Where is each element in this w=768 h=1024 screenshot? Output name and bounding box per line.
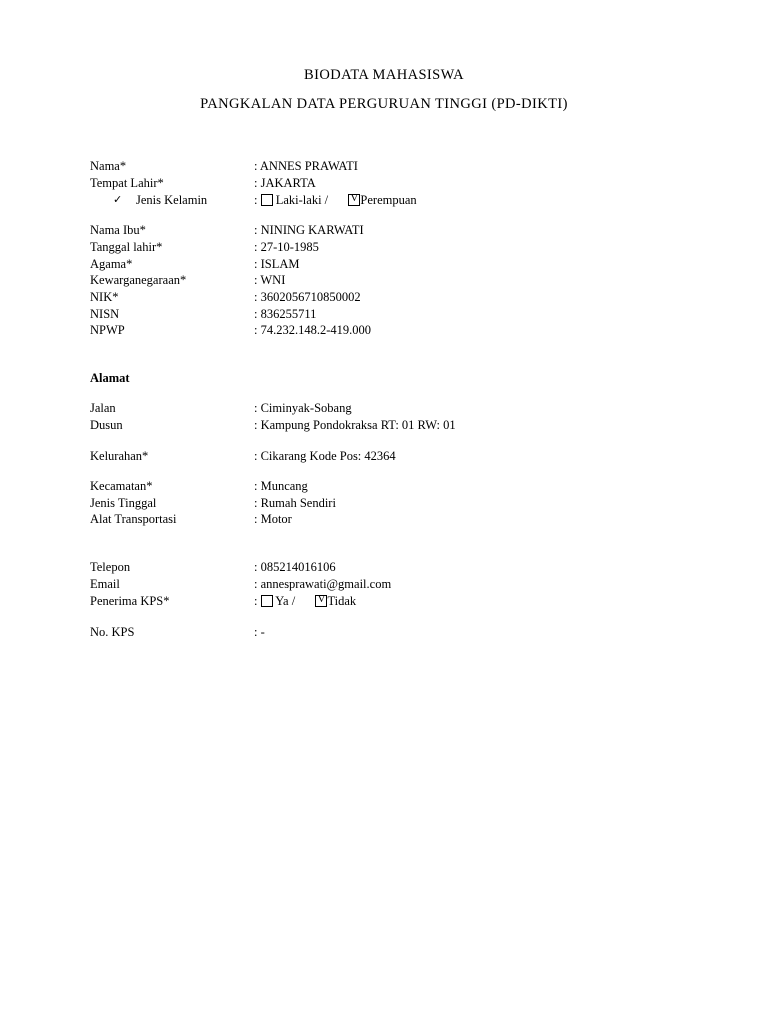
dusun-value: : Kampung Pondokraksa RT: 01 RW: 01 [254, 418, 456, 432]
option-laki-laki-label: Laki-laki / [275, 193, 329, 207]
no-kps-label: No. KPS [90, 625, 135, 639]
transportasi-value: : Motor [254, 512, 292, 526]
alamat-heading: Alamat [90, 371, 130, 385]
jalan-value: : Ciminyak-Sobang [254, 401, 352, 415]
option-ya-label: Ya / [275, 594, 296, 608]
kps-colon: : [254, 594, 258, 608]
document-subtitle: PANGKALAN DATA PERGURUAN TINGGI (PD-DIKTI) [200, 96, 568, 112]
penerima-kps-options [254, 593, 356, 609]
kewarganegaraan-label: Kewarganegaraan* [90, 273, 187, 287]
no-kps-value: : - [254, 625, 265, 639]
agama-label: Agama* [90, 257, 133, 271]
nama-value: : ANNES PRAWATI [254, 159, 358, 173]
nisn-value: : 836255711 [254, 307, 317, 321]
jenis-kelamin-label: Jenis Kelamin [136, 193, 208, 207]
dusun-label: Dusun [90, 418, 123, 432]
checkbox-perempuan[interactable] [348, 194, 360, 206]
jenis-tinggal-label: Jenis Tinggal [90, 496, 157, 510]
nama-ibu-label: Nama Ibu* [90, 223, 146, 237]
penerima-kps-label: Penerima KPS* [90, 594, 170, 608]
jenis-kelamin-options [254, 192, 417, 208]
jenis-tinggal-value: : Rumah Sendiri [254, 496, 336, 510]
kelurahan-label: Kelurahan* [90, 449, 149, 463]
kecamatan-label: Kecamatan* [90, 479, 153, 493]
telepon-label: Telepon [90, 560, 131, 574]
email-label: Email [90, 577, 120, 591]
kelurahan-value: : Cikarang Kode Pos: 42364 [254, 449, 396, 463]
telepon-value: : 085214016106 [254, 560, 336, 574]
tanggal-lahir-label: Tanggal lahir* [90, 240, 163, 254]
nik-value: : 3602056710850002 [254, 290, 361, 304]
checkbox-perempuan-mark: V [350, 192, 359, 204]
checkbox-laki-laki[interactable] [261, 194, 273, 206]
nama-ibu-value: : NINING KARWATI [254, 223, 364, 237]
nisn-label: NISN [90, 307, 120, 321]
jenis-kelamin-colon: : [254, 193, 258, 207]
nama-label: Nama* [90, 159, 127, 173]
transportasi-label: Alat Transportasi [90, 512, 177, 526]
option-tidak-label: Tidak [327, 594, 357, 608]
agama-value: : ISLAM [254, 257, 300, 271]
kecamatan-value: : Muncang [254, 479, 308, 493]
checkbox-ya[interactable] [261, 595, 273, 607]
jalan-label: Jalan [90, 401, 116, 415]
npwp-value: : 74.232.148.2-419.000 [254, 323, 372, 337]
document-title: BIODATA MAHASISWA [304, 67, 464, 83]
email-value: : annesprawati@gmail.com [254, 577, 392, 591]
checkbox-tidak[interactable] [315, 595, 327, 607]
kewarganegaraan-value: : WNI [254, 273, 286, 287]
tempat-lahir-value: : JAKARTA [254, 176, 316, 190]
checkmark-bullet-icon: ✓ [113, 194, 123, 206]
option-perempuan-label: Perempuan [360, 193, 417, 207]
tanggal-lahir-value: : 27-10-1985 [254, 240, 319, 254]
nik-label: NIK* [90, 290, 119, 304]
tempat-lahir-label: Tempat Lahir* [90, 176, 164, 190]
checkbox-tidak-mark: V [317, 593, 326, 605]
npwp-label: NPWP [90, 323, 125, 337]
